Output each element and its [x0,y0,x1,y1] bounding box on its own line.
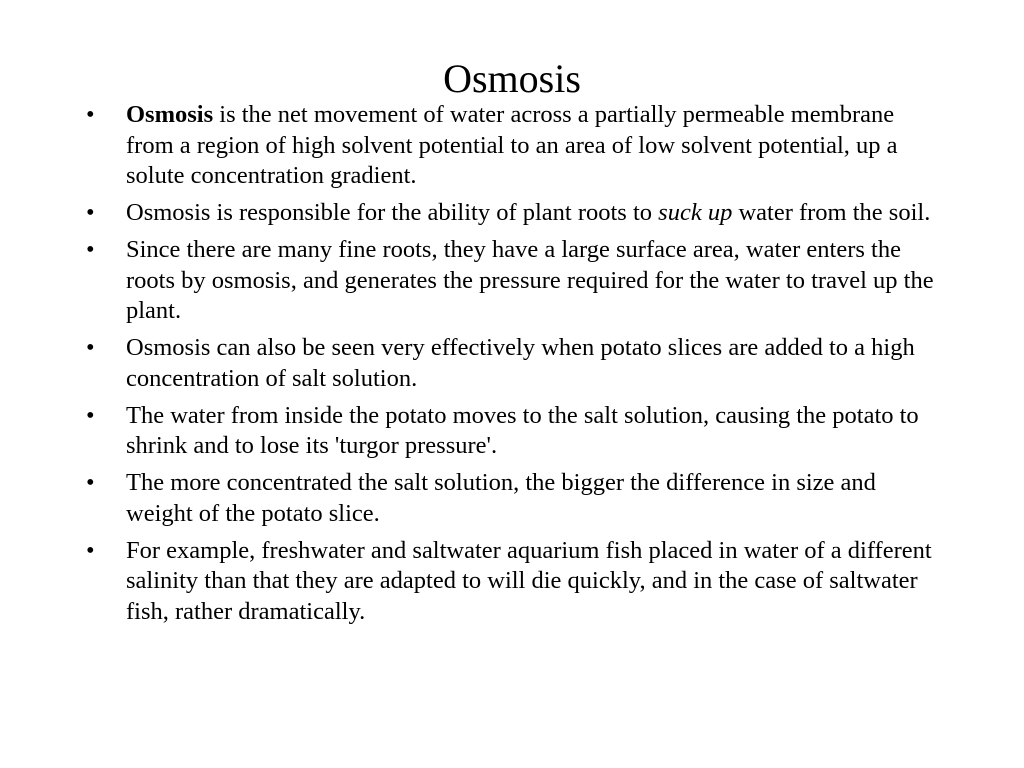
bullet-marker: • [86,199,95,226]
bullet-text-segment: The water from inside the potato moves to the salt solution, causing the potato to shrink and to lose its 'turgor pressure'. [126,401,919,459]
bullet-list [86,100,946,634]
bullet-marker: • [86,236,95,263]
bullet-marker: • [86,101,95,128]
bullet-marker: • [86,536,95,564]
bullet-item [86,401,946,462]
bullet-text-segment: Osmosis can also be seen very effectively when potato slices are added to a high concentration of salt solution. [126,334,915,392]
bullet-text [126,469,876,527]
bullet-text-segment: Osmosis is responsible for the ability of plant roots to [126,199,659,226]
bullet-marker: • [86,469,95,496]
bullet-text-italic: suck up [658,199,733,226]
bullet-marker: • [86,334,95,361]
bullet-text [126,402,919,460]
bullet-item [86,468,946,529]
bullet-text-segment: is the net movement of water across a partially permeable membrane from a region of high solvent potential to an area of low solvent potential, up a solute concentration gradient. [126,101,898,189]
bullet-item [86,100,946,192]
bullet-text-segment: water from the soil. [732,199,931,226]
bullet-text [126,236,934,324]
bullet-text [126,101,898,189]
bullet-text-segment: For example, freshwater and saltwater aquarium fish placed in water of a different salinity than that they are adapted to will die quickly, and in the case of saltwater fish, rather dramatically. [126,536,932,625]
bullet-text-bold: Osmosis [126,101,214,128]
bullet-item [86,198,946,229]
bullet-item [86,235,946,327]
bullet-text [126,334,915,392]
slide-title: Osmosis [443,55,581,101]
bullet-text [126,537,932,625]
bullet-marker: • [86,401,95,429]
bullet-item [86,536,946,628]
bullet-item [86,333,946,394]
bullet-text-segment: Since there are many fine roots, they have a large surface area, water enters the roots by osmosis, and generates the pressure required for the water to travel up the plant. [126,236,934,324]
bullet-text-segment: The more concentrated the salt solution, the bigger the difference in size and weight of the potato slice. [126,469,876,527]
bullet-text [126,199,930,226]
